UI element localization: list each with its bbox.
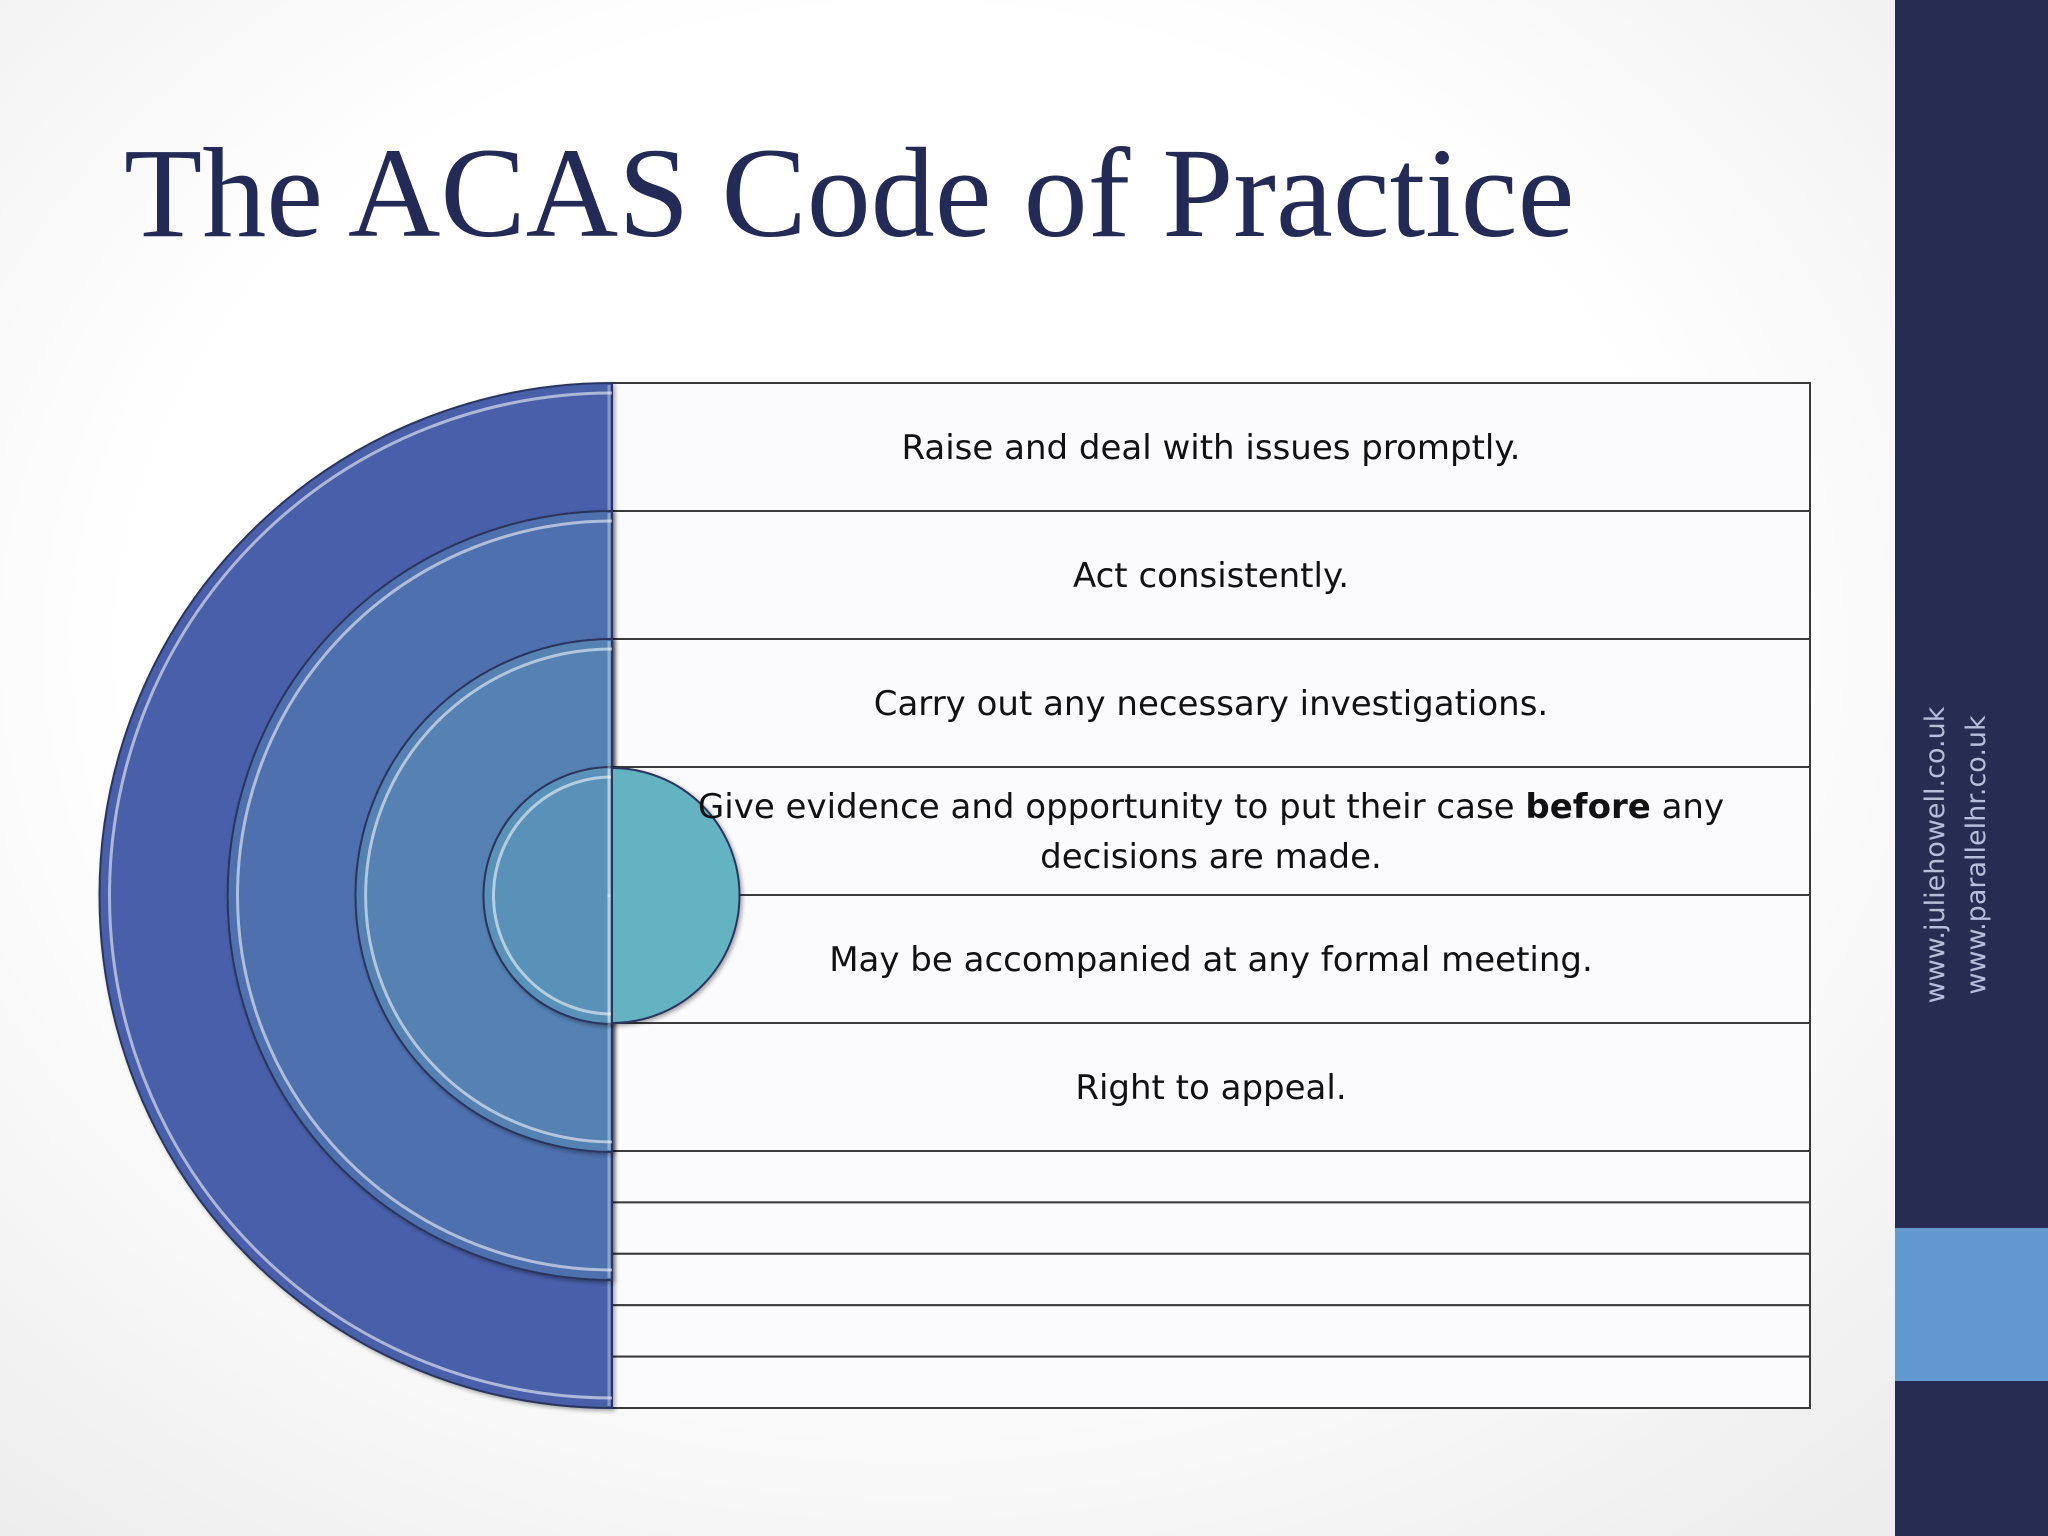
url-juliehowell: www.juliehowell.co.uk xyxy=(1920,706,1951,1004)
row-label: Raise and deal with issues promptly. xyxy=(901,428,1521,468)
row-label: Act consistently. xyxy=(1072,556,1350,596)
row-label: Give evidence and opportunity to put their case before any decisions are made. xyxy=(697,787,1725,877)
url-parallelhr: www.parallelhr.co.uk xyxy=(1961,715,1992,995)
row-label: Right to appeal. xyxy=(1075,1068,1347,1108)
empty-list-row xyxy=(612,1202,1810,1253)
empty-list-row xyxy=(612,1151,1810,1202)
slide-title: The ACAS Code of Practice xyxy=(124,122,1575,264)
empty-list-row xyxy=(612,1254,1810,1305)
sidebar-accent-block xyxy=(1895,1228,2048,1381)
row-label: May be accompanied at any formal meeting. xyxy=(829,940,1593,980)
row-label: Carry out any necessary investigations. xyxy=(873,684,1549,724)
empty-list-row xyxy=(612,1305,1810,1356)
list-rows xyxy=(612,383,1810,1408)
sidebar-urls xyxy=(1915,700,1997,1010)
empty-list-row xyxy=(612,1357,1810,1408)
